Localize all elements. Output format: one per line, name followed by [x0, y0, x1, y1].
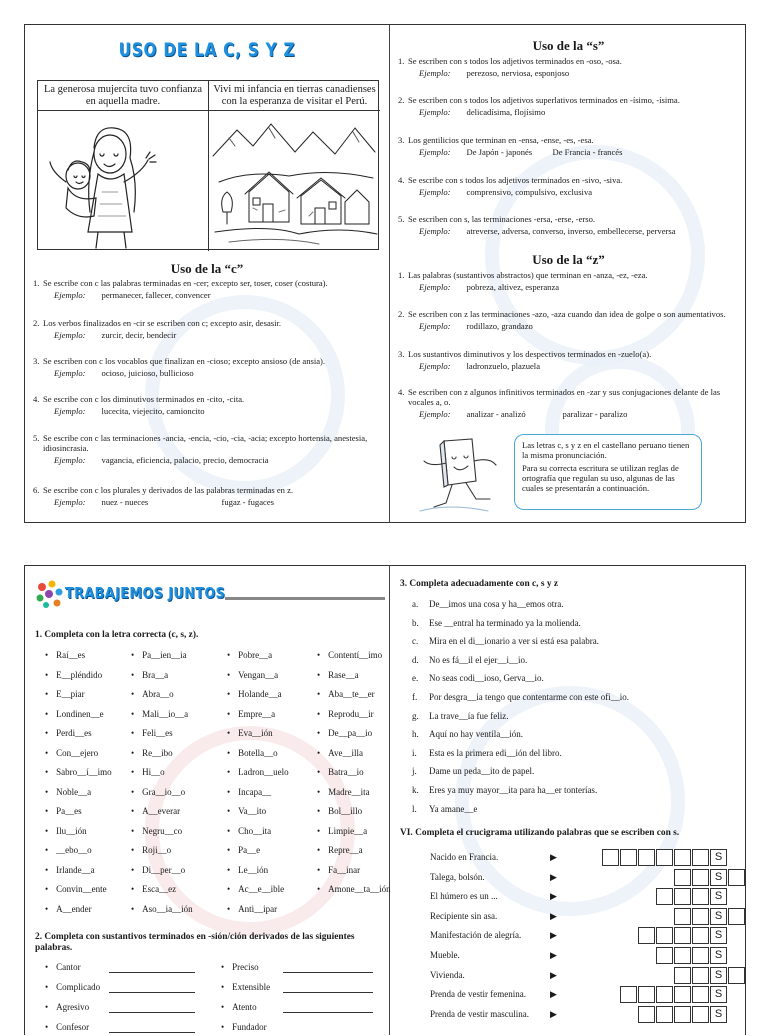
book-mascot-icon — [410, 437, 510, 517]
q3-sentence[interactable]: g. La trave__ía fue feliz. — [412, 710, 509, 721]
q1-word[interactable]: • Pa__ien__ia — [131, 650, 187, 660]
crossword-clue: Prenda de vestir femenina. — [430, 989, 526, 1000]
q2-word: • Complicado — [45, 982, 100, 992]
crossword-cell[interactable] — [656, 888, 673, 905]
section-title: TRABAJEMOS JUNTOS — [65, 584, 226, 602]
crossword-cell[interactable] — [674, 869, 691, 886]
q1-word[interactable]: • Noble__a — [45, 787, 91, 797]
answer-line[interactable] — [109, 983, 195, 993]
q1-word[interactable]: • A__everar — [131, 806, 180, 816]
c-rule-3: 3. Se escriben con c los vocablos que finalizan en -cioso; excepto ansioso (de ansia). Ejemplo: ocioso, juicioso, bullicioso — [33, 356, 326, 378]
dots-logo-icon — [33, 578, 65, 610]
crossword-cell[interactable] — [728, 967, 745, 984]
z-rule-4: 4. Se escriben con z algunos infinitivos terminados en -zar y sus conjugaciones delante de las vocales a, o. Ejemplo: analizar - analizó paralizar - paralizo — [398, 387, 721, 419]
crossword-cell[interactable] — [674, 849, 691, 866]
crossword-clue: Vivienda. — [430, 969, 465, 980]
crossword-cell[interactable] — [674, 967, 691, 984]
q1-word[interactable]: • Anti__ipar — [227, 904, 277, 914]
answer-line[interactable] — [109, 1023, 195, 1033]
crossword-cell[interactable] — [728, 908, 745, 925]
arrow-right-icon: ▶ — [550, 930, 557, 941]
crossword-cell[interactable] — [674, 986, 691, 1003]
exercises-sheet — [24, 565, 746, 1035]
crossword-cell[interactable] — [638, 849, 655, 866]
q1-word[interactable]: • Perdi__es — [45, 728, 92, 738]
caption-right: Vivi mi infancia en tierras canadienses con la esperanza de visitar el Perú. — [209, 81, 380, 111]
arrow-right-icon: ▶ — [550, 852, 557, 862]
q1-word[interactable]: • Ac__e__ible — [227, 884, 284, 894]
q1-word[interactable]: • Pobre__a — [227, 650, 272, 660]
c-section-heading: Uso de la “c” — [170, 261, 244, 276]
q2-word: • Extensible — [221, 982, 270, 992]
q1-word[interactable]: • Aba__te__er — [317, 689, 375, 699]
c-rule-5: 5. Se escribe con c las terminaciones -ancia, -encia, -cio, -cia, -acia; excepto hortensia, anestesia, idiosincrasia. Ejemplo: vagancia, eficiencia, palacio, precio, democracia — [33, 433, 368, 465]
q1-word[interactable]: • Convin__ente — [45, 884, 107, 894]
q3-sentence[interactable]: c. Mira en el di__ionario a ver si está esa palabra. — [412, 636, 599, 647]
mother-illustration-cell — [38, 81, 209, 251]
q1-word[interactable]: • Re__ibo — [131, 748, 173, 758]
q1-word[interactable]: • E__pléndido — [45, 670, 102, 680]
q1-word[interactable]: • Esca__ez — [131, 884, 176, 894]
crossword-cell[interactable] — [674, 888, 691, 905]
q1-word[interactable]: • Roji__o — [131, 845, 171, 855]
crossword-cell[interactable] — [620, 849, 637, 866]
crossword-s-cell: S — [710, 849, 727, 866]
crossword-clue: Nacido en Francia. — [430, 852, 499, 862]
crossword-cell[interactable] — [656, 986, 673, 1003]
q1-word[interactable]: • Abra__o — [131, 689, 174, 699]
q1-word[interactable]: • Limpie__a — [317, 826, 367, 836]
crossword-cell[interactable] — [674, 947, 691, 964]
crossword-cell[interactable] — [602, 849, 619, 866]
q1-word[interactable]: • Ladron__uelo — [227, 767, 289, 777]
crossword-cell[interactable] — [692, 927, 709, 944]
z-rule-3: 3. Los sustantivos diminutivos y los despectivos terminados en -zuelo(a). Ejemplo: ladronzuelo, plazuela — [398, 349, 652, 371]
q2-word: • Preciso — [221, 962, 259, 972]
q3-sentence[interactable]: i. Esta es la primera edi__ión del libro. — [412, 747, 562, 758]
q1-word[interactable]: • Reprodu__ir — [317, 709, 374, 719]
crossword-cell[interactable] — [692, 849, 709, 866]
crossword-s-cell: S — [710, 1006, 727, 1023]
crossword-s-cell: S — [710, 888, 727, 905]
arrow-right-icon: ▶ — [550, 1008, 557, 1019]
q2-word: • Cantor — [45, 962, 81, 972]
q3-sentence[interactable]: j. Dame un peda__ito de papel. — [412, 766, 535, 777]
crossword-cell[interactable] — [692, 888, 709, 905]
left-column — [25, 25, 389, 524]
q1-word[interactable]: • Bol__illo — [317, 806, 362, 816]
q1-word[interactable]: • Botella__o — [227, 748, 278, 758]
crossword-cell[interactable] — [638, 927, 655, 944]
c-rule-6: 6. Se escribe con c los plurales y derivados de las palabras terminadas en z. Ejemplo: nuez - nueces fugaz - fugaces — [33, 485, 294, 507]
right-column — [390, 25, 747, 524]
q1-word[interactable]: • Di__per__o — [131, 865, 185, 875]
crossword-cell[interactable] — [638, 1006, 655, 1023]
crossword-s-cell: S — [710, 927, 727, 944]
crossword-s-cell: S — [710, 947, 727, 964]
q6-heading: VI. Completa el crucigrama utilizando palabras que se escriben con s. — [400, 828, 680, 838]
q1-word[interactable]: • Cho__ita — [227, 826, 271, 836]
arrow-right-icon: ▶ — [550, 891, 557, 902]
crossword-cell[interactable] — [656, 849, 673, 866]
crossword-cell[interactable] — [674, 908, 691, 925]
crossword-cell[interactable] — [692, 967, 709, 984]
q1-word[interactable]: • Con__ejero — [45, 748, 98, 758]
q1-word[interactable]: • Feli__es — [131, 728, 173, 738]
q1-word[interactable]: • Holande__a — [227, 689, 282, 699]
q2-word: • Atento — [221, 1002, 257, 1012]
arrow-right-icon: ▶ — [550, 871, 557, 882]
q3-heading: 3. Completa adecuadamente con c, s y z — [400, 579, 559, 589]
crossword-s-cell: S — [710, 869, 727, 886]
q1-word[interactable]: • Eva__ión — [227, 728, 273, 738]
q1-word[interactable]: • Londinen__e — [45, 709, 104, 719]
q1-word[interactable]: • Empre__a — [227, 709, 275, 719]
q1-word[interactable]: • Aso__ia__ión — [131, 904, 193, 914]
crossword-cell[interactable] — [692, 947, 709, 964]
answer-line[interactable] — [283, 983, 373, 993]
q1-word[interactable]: • Repre__a — [317, 845, 363, 855]
answer-line[interactable] — [109, 963, 195, 973]
q1-word[interactable]: • Gra__io__o — [131, 787, 185, 797]
answer-line[interactable] — [283, 963, 373, 973]
crossword-cell[interactable] — [728, 869, 745, 886]
crossword-clue: Prenda de vestir masculina. — [430, 1008, 529, 1019]
q1-word[interactable]: • Hi__o — [131, 767, 165, 777]
q1-word[interactable]: • A__ender — [45, 904, 92, 914]
q2-word: • Confesor — [45, 1022, 89, 1032]
page-title: USO DE LA C, S Y Z — [118, 39, 296, 61]
q1-heading: 1. Completa con la letra correcta (c, s, z). — [35, 630, 199, 640]
s-rule-5: 5. Se escriben con s, las terminaciones -ersa, -erse, -erso. Ejemplo: atreverse, adversa, converso, inverso, embellecerse, perversa — [398, 214, 676, 236]
crossword-s-cell: S — [710, 967, 727, 984]
q1-word[interactable]: • Raí__es — [45, 650, 85, 660]
s-rule-3: 3. Los gentilicios que terminan en -ensa, -ense, -es, -esa. Ejemplo: De Japón - japonés De Francia - francés — [398, 135, 623, 157]
s-rule-4: 4. Se escribe con s todos los adjetivos terminados en -sivo, -siva. Ejemplo: comprensivo, compulsivo, exclusiva — [398, 175, 623, 197]
mother-child-illustration — [38, 112, 208, 251]
q1-word[interactable]: • Negru__co — [131, 826, 182, 836]
q3-sentence[interactable]: a. De__imos una cosa y ha__emos otra. — [412, 599, 564, 609]
q2-word: • Agresivo — [45, 1002, 89, 1012]
arrow-right-icon: ▶ — [550, 910, 557, 921]
arrow-right-icon: ▶ — [550, 950, 557, 960]
crossword-clue: El húmero es un ... — [430, 891, 498, 902]
crossword-cell[interactable] — [656, 927, 673, 944]
s-section-heading: Uso de la “s” — [532, 38, 605, 53]
q1-word[interactable]: • Incapa__ — [227, 787, 271, 797]
q1-word[interactable]: • Pa__es — [45, 806, 82, 816]
q1-word[interactable]: • Va__ito — [227, 806, 266, 816]
title-underline — [225, 597, 385, 600]
crossword-cell[interactable] — [656, 947, 673, 964]
info-callout: Las letras c, s y z en el castellano peruano tienen la misma pronunciación. Para su correcta escritura se utilizan reglas de ortografía que regulan su uso, algunas de las cuales se presentarán a continuación. — [514, 434, 702, 510]
answer-line[interactable] — [109, 1003, 195, 1013]
c-rule-2: 2. Los verbos finalizados en -cir se escriben con c; excepto asir, desasir. Ejemplo: zurcir, decir, bendecir — [33, 318, 282, 340]
q1-word[interactable]: • Sabro__í__imo — [45, 767, 112, 777]
exercise-right-column — [390, 566, 747, 1036]
q2-heading: 2. Completa con sustantivos terminados en -sión/ción derivados de las siguientes palabras. — [35, 932, 355, 953]
crossword-cell[interactable] — [638, 986, 655, 1003]
village-illustration — [209, 112, 380, 251]
s-rule-1: 1. Se escriben con s todos los adjetivos terminados en -oso, -osa. Ejemplo: perezoso, nerviosa, esponjoso — [398, 56, 622, 78]
q1-word[interactable]: • Ilu__ión — [45, 826, 87, 836]
caption-left: La generosa mujercita tuvo confianza en aquella madre. — [38, 81, 208, 111]
z-section-heading: Uso de la “z” — [532, 252, 605, 267]
q1-word[interactable]: • Contentí__imo — [317, 650, 382, 660]
s-rule-2: 2. Se escriben con s todos los adjetivos superlativos terminados en -ísimo, -ísima. Ejemplo: delicadísima, flojísimo — [398, 95, 680, 117]
q1-word[interactable]: • Fa__inar — [317, 865, 360, 875]
crossword-clue: Mueble. — [430, 950, 460, 960]
q3-sentence[interactable]: e. No seas codi__ioso, Gerva__io. — [412, 673, 544, 684]
crossword-cell[interactable] — [692, 986, 709, 1003]
crossword-cell[interactable] — [656, 1006, 673, 1023]
q3-sentence[interactable]: k. Eres ya muy mayor__ita para ha__er tonterías. — [412, 785, 598, 795]
arrow-right-icon: ▶ — [550, 969, 557, 980]
crossword-cell[interactable] — [674, 1006, 691, 1023]
q1-word[interactable]: • Irlande__a — [45, 865, 95, 875]
q3-sentence[interactable]: h. Aquí no hay ventila__ión. — [412, 729, 523, 740]
crossword-s-cell: S — [710, 908, 727, 925]
c-rule-1: 1. Se escribe con c las palabras terminadas en -cer; excepto ser, toser, coser (costura). Ejemplo: permanecer, fallecer, convencer — [33, 278, 328, 300]
crossword-cell[interactable] — [620, 986, 637, 1003]
q1-word[interactable]: • Ave__illa — [317, 748, 363, 758]
q3-sentence[interactable]: l. Ya amane__e — [412, 803, 478, 814]
z-rule-1: 1. Las palabras (sustantivos abstractos) que terminan en -anza, -ez, -eza. Ejemplo: pobreza, altivez, esperanza — [398, 270, 648, 292]
q1-word[interactable]: • Rase__a — [317, 670, 359, 680]
q1-word[interactable]: • Vengan__a — [227, 670, 278, 680]
q3-sentence[interactable]: f. Por desgra__ia tengo que contentarme con este ofi__io. — [412, 692, 629, 702]
q3-sentence[interactable]: b. Ese __entral ha terminado ya la molienda. — [412, 617, 581, 628]
q1-word[interactable]: • De__pa__io — [317, 728, 372, 738]
q1-word[interactable]: • E__piar — [45, 689, 85, 699]
q1-word[interactable]: • __ebo__o — [45, 845, 92, 855]
q1-word[interactable]: • Bra__a — [131, 670, 168, 680]
exercise-left-column — [25, 566, 389, 1036]
illustration-table — [37, 80, 379, 250]
answer-line[interactable] — [283, 1003, 373, 1013]
q1-word[interactable]: • Le__ión — [227, 865, 268, 875]
crossword-cell[interactable] — [692, 869, 709, 886]
crossword-cell[interactable] — [674, 927, 691, 944]
q2-word: • Fundador — [221, 1022, 267, 1032]
c-rule-4: 4. Se escribe con c los diminutivos terminados en -cito, -cita. Ejemplo: lucecita, viejecito, camioncito — [33, 394, 245, 416]
q1-word[interactable]: • Mali__io__a — [131, 709, 188, 719]
q3-sentence[interactable]: d. No es fá__il el ejer__i__io. — [412, 654, 528, 665]
crossword-clue: Talega, bolsón. — [430, 871, 485, 882]
z-rule-2: 2. Se escriben con z las terminaciones -azo, -aza cuando dan idea de golpe o son aumentativos. Ejemplo: rodillazo, grandazo — [398, 309, 726, 331]
arrow-right-icon: ▶ — [550, 989, 557, 1000]
rules-sheet — [24, 24, 746, 523]
q1-word[interactable]: • Pa__e — [227, 845, 260, 855]
crossword-clue: Manifestación de alegría. — [430, 930, 522, 941]
crossword-s-cell: S — [710, 986, 727, 1003]
q1-word[interactable]: • Batra__io — [317, 767, 364, 777]
crossword-cell[interactable] — [692, 1006, 709, 1023]
q1-word[interactable]: • Amone__ta__ión — [317, 884, 391, 894]
q1-word[interactable]: • Madre__ita — [317, 787, 370, 797]
village-illustration-cell — [209, 81, 380, 251]
crossword-cell[interactable] — [692, 908, 709, 925]
crossword-clue: Recipiente sin asa. — [430, 910, 498, 921]
